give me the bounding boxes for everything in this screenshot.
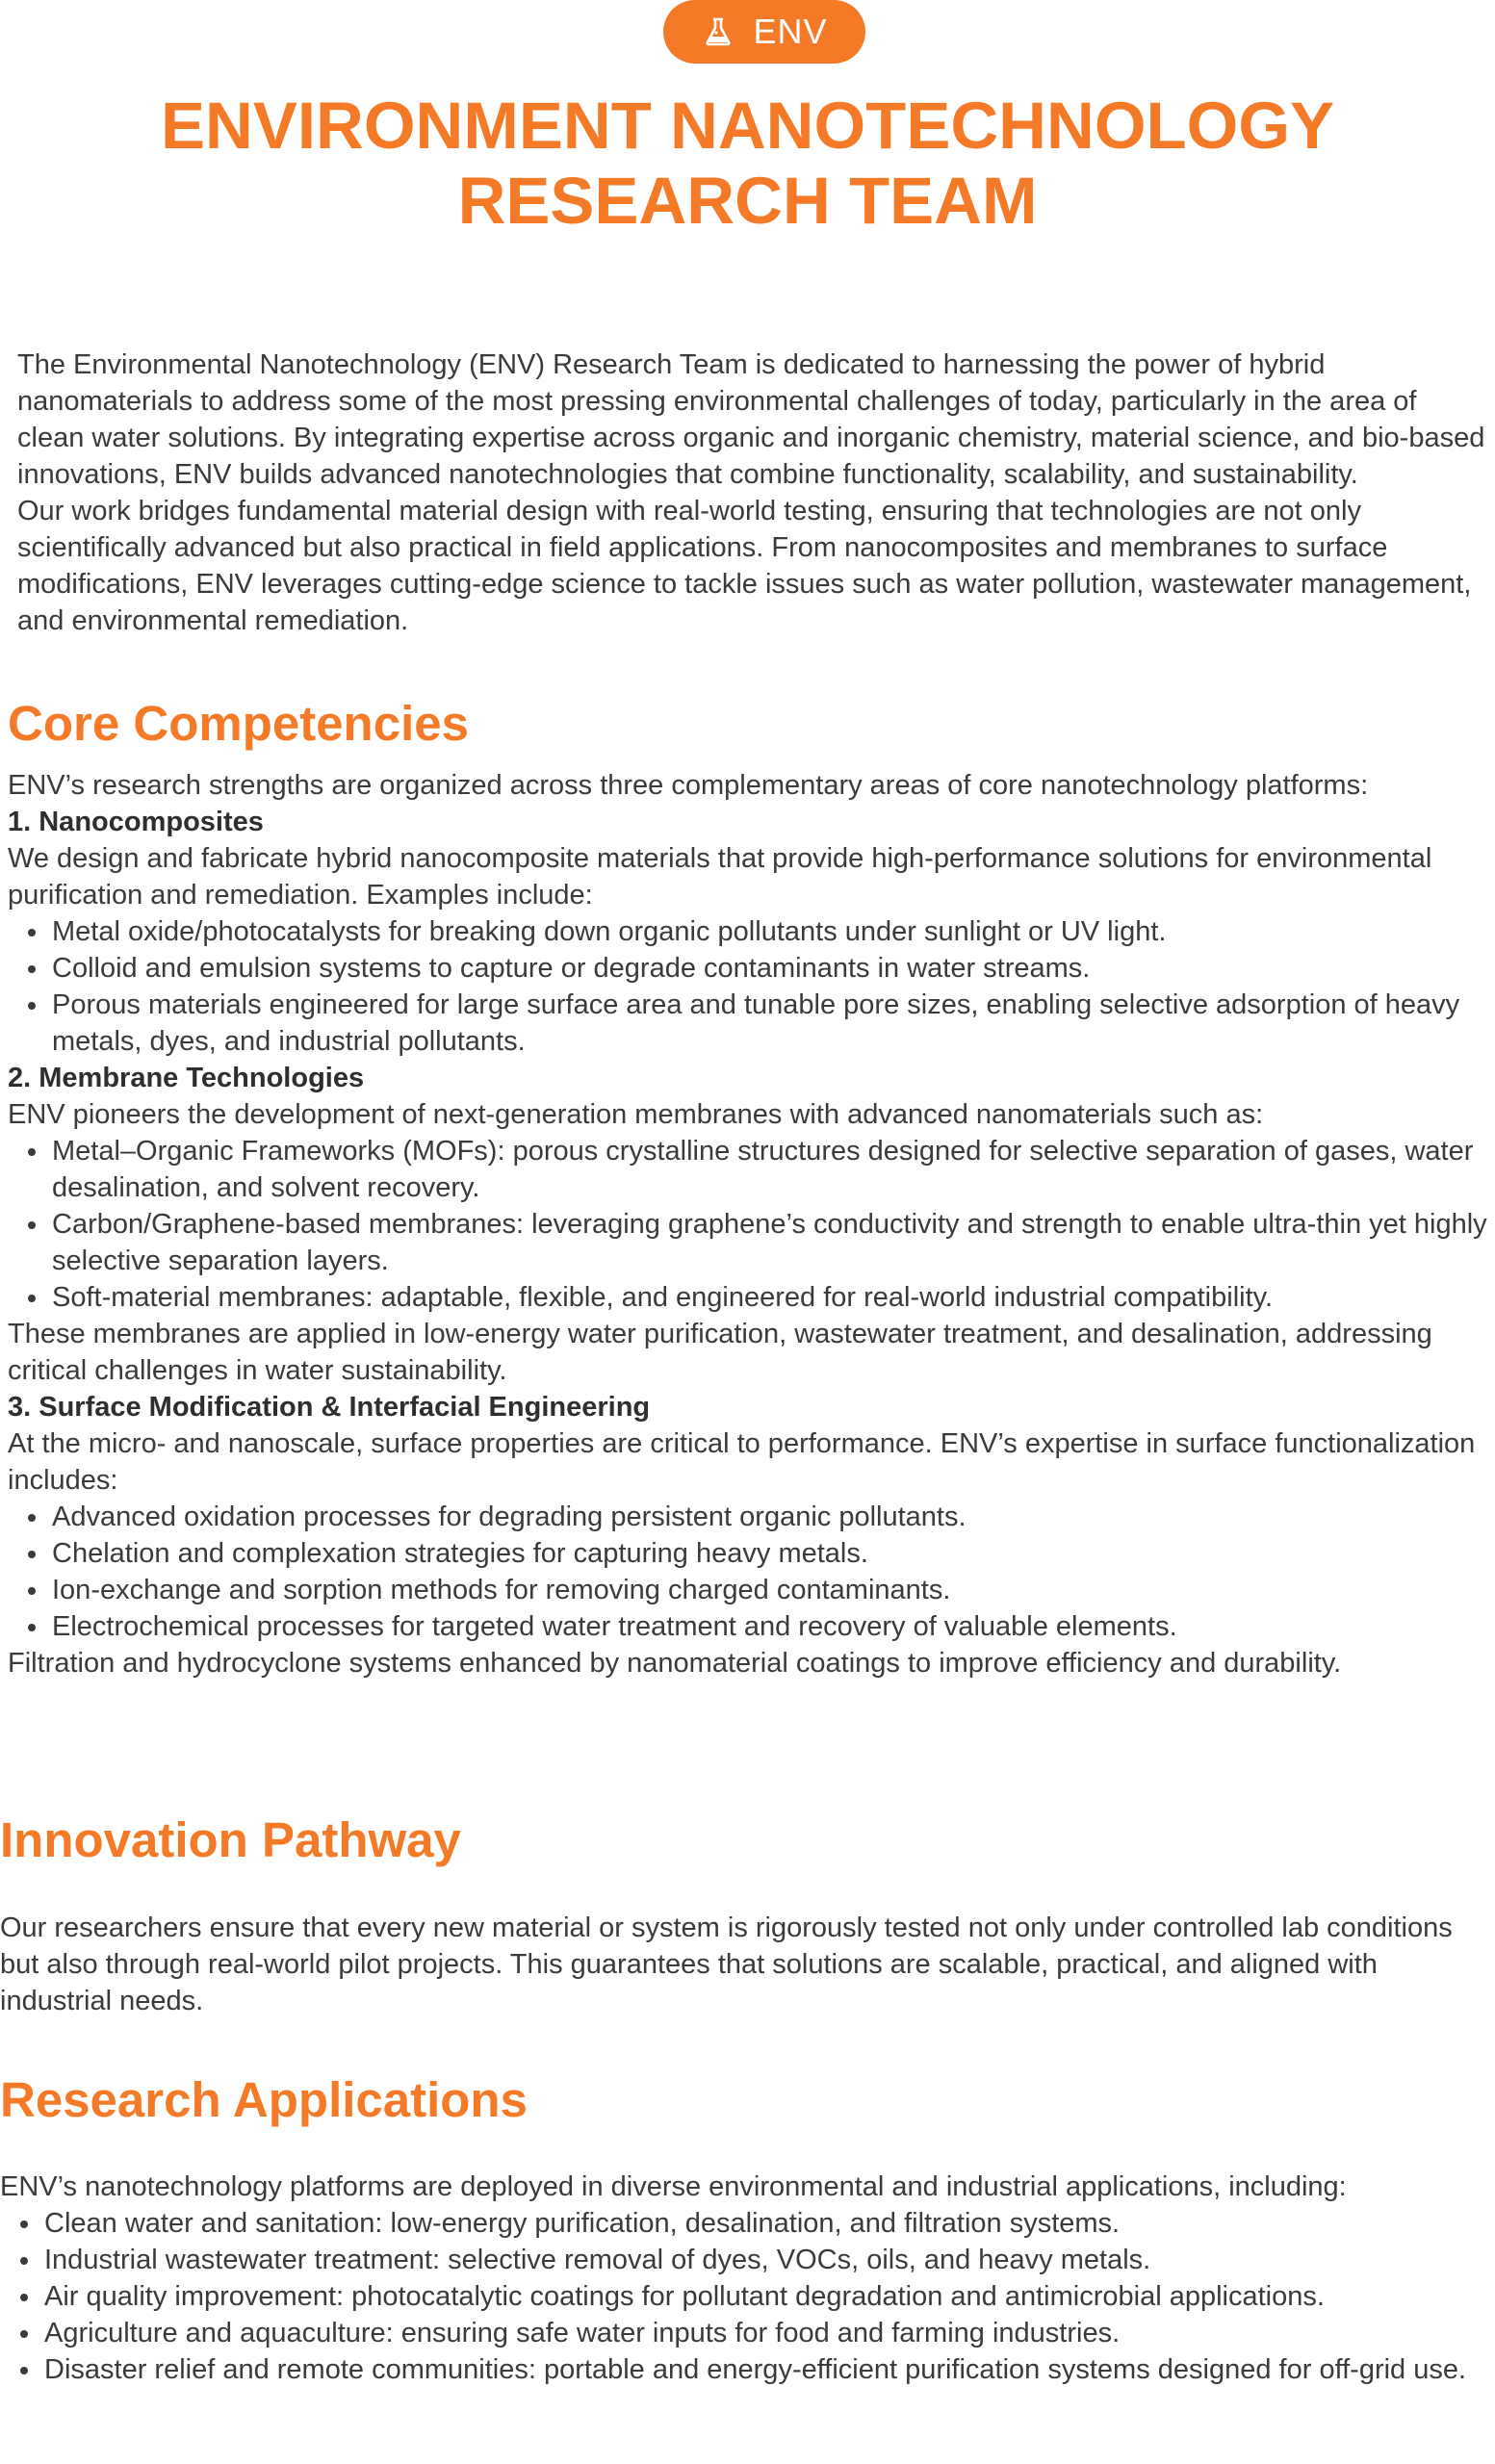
innovation-heading: Innovation Pathway — [0, 1812, 461, 1867]
core-competencies-heading: Core Competencies — [8, 696, 469, 751]
list-item: Agriculture and aquaculture: ensuring safe water inputs for food and farming industries. — [44, 2315, 1487, 2351]
list-item: Advanced oxidation processes for degrading persistent organic pollutants. — [52, 1499, 1490, 1535]
applications-section — [0, 2169, 1487, 2388]
list-item: Electrochemical processes for targeted water treatment and recovery of valuable elements. — [52, 1608, 1490, 1645]
list-item: Clean water and sanitation: low-energy purification, desalination, and filtration systems. — [44, 2205, 1487, 2242]
list-item: Chelation and complexation strategies for capturing heavy metals. — [52, 1535, 1490, 1572]
flask-icon — [701, 14, 735, 49]
intro-paragraph-2: Our work bridges fundamental material design with real-world testing, ensuring that technologies are not only scientifically advanced but also practical in field applications. From nanocomposites and membranes to surface modifications, ENV leverages cutting-edge science to tackle issues such as water pollution, wastewater management, and environmental remediation. — [17, 496, 1472, 636]
list-item: Metal oxide/photocatalysts for breaking down organic pollutants under sunlight or UV light. — [52, 913, 1490, 950]
surface-closing: Filtration and hydrocyclone systems enhanced by nanomaterial coatings to improve efficiency and durability. — [8, 1648, 1342, 1679]
intro-paragraph-1: The Environmental Nanotechnology (ENV) Research Team is dedicated to harnessing the power of hybrid nanomaterials to address some of the most pressing environmental challenges of today, particularly in the area of clean water solutions. By integrating expertise across organic and inorganic chemistry, material science, and bio-based innovations, ENV builds advanced nanotechnologies that combine functionality, scalability, and sustainability. — [17, 349, 1485, 490]
membrane-list — [8, 1133, 1490, 1316]
applications-text: ENV’s nanotechnology platforms are deployed in diverse environmental and industrial applications, including: — [0, 2171, 1347, 2202]
nanocomposites-text: We design and fabricate hybrid nanocomposite materials that provide high-performance solutions for environmental purification and remediation. Examples include: — [8, 843, 1432, 911]
list-item: Metal–Organic Frameworks (MOFs): porous crystalline structures designed for selective separation of gases, water desalination, and solvent recovery. — [52, 1133, 1490, 1206]
title-line-2: RESEARCH TEAM — [457, 164, 1038, 238]
list-item: Air quality improvement: photocatalytic coatings for pollutant degradation and antimicrobial applications. — [44, 2278, 1487, 2315]
list-item: Carbon/Graphene-based membranes: leveraging graphene’s conductivity and strength to enable ultra-thin yet highly selective separation layers. — [52, 1206, 1490, 1279]
surface-title: 3. Surface Modification & Interfacial Engineering — [8, 1392, 651, 1423]
applications-heading: Research Applications — [0, 2072, 528, 2127]
core-competencies-section — [8, 767, 1490, 1681]
membrane-text: ENV pioneers the development of next-generation membranes with advanced nanomaterials such as: — [8, 1099, 1264, 1130]
title-line-1: ENVIRONMENT NANOTECHNOLOGY — [160, 89, 1335, 163]
badge-label: ENV — [753, 12, 828, 51]
list-item: Ion-exchange and sorption methods for removing charged contaminants. — [52, 1572, 1490, 1608]
innovation-text: Our researchers ensure that every new material or system is rigorously tested not only under controlled lab conditions but also through real-world pilot projects. This guarantees that solutions are scalable, practical, and aligned with industrial needs. — [0, 1912, 1453, 2016]
env-badge — [663, 0, 865, 64]
list-item: Soft-material membranes: adaptable, flexible, and engineered for real-world industrial compatibility. — [52, 1279, 1490, 1316]
list-item: Industrial wastewater treatment: selective removal of dyes, VOCs, oils, and heavy metals. — [44, 2242, 1487, 2278]
intro-section — [17, 346, 1485, 639]
list-item: Porous materials engineered for large surface area and tunable pore sizes, enabling selective adsorption of heavy metals, dyes, and industrial pollutants. — [52, 987, 1490, 1060]
page-title — [0, 89, 1495, 239]
list-item: Colloid and emulsion systems to capture or degrade contaminants in water streams. — [52, 950, 1490, 987]
surface-text: At the micro- and nanoscale, surface properties are critical to performance. ENV’s expertise in surface functionalization includes: — [8, 1428, 1476, 1496]
membrane-closing: These membranes are applied in low-energy water purification, wastewater treatment, and desalination, addressing critical challenges in water sustainability. — [8, 1319, 1432, 1386]
membrane-title: 2. Membrane Technologies — [8, 1063, 365, 1093]
core-intro: ENV’s research strengths are organized across three complementary areas of core nanotechnology platforms: — [8, 770, 1369, 801]
innovation-section — [0, 1910, 1487, 2019]
list-item: Disaster relief and remote communities: portable and energy-efficient purification systems designed for off-grid use. — [44, 2351, 1487, 2388]
nanocomposites-title: 1. Nanocomposites — [8, 807, 264, 837]
nanocomposites-list — [8, 913, 1490, 1060]
surface-list — [8, 1499, 1490, 1645]
applications-list — [0, 2205, 1487, 2388]
